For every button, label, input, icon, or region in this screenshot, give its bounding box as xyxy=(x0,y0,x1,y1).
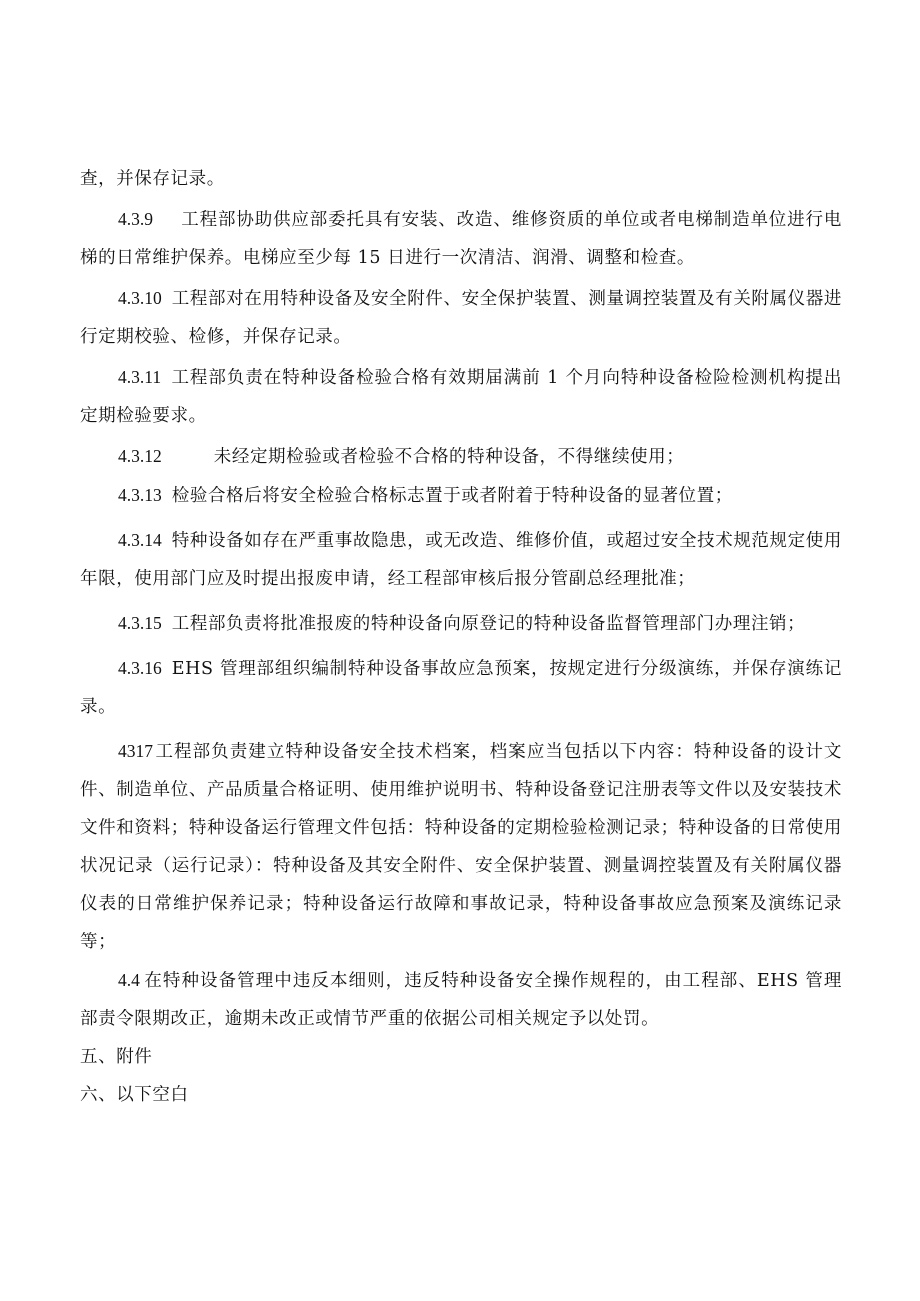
clause-number: 4.3.9 xyxy=(118,209,153,229)
clause-number: 4.3.12 xyxy=(118,446,162,466)
clause-4-3-11 xyxy=(80,358,842,435)
clause-text: 工程部负责建立特种设备安全技术档案，档案应当包括以下内容：特种设备的设计文件、制造单位、产品质量合格证明、使用维护说明书、特种设备登记注册表等文件以及安装技术文件和资料；特种设备运行管理文件包括：特种设备的定期检验检测记录；特种设备的日常使用状况记录（运行记录）：特种设备及其安全附件、安全保护装置、测量调控装置及有关附属仪器仪表的日常维护保养记录；特种设备运行故障和事故记录，特种设备事故应急预案及演练记录等； xyxy=(80,742,842,952)
clause-number: 4317 xyxy=(118,741,153,761)
clause-4-3-15 xyxy=(80,604,842,643)
document-body xyxy=(80,160,842,1114)
clause-4-3-10 xyxy=(80,279,842,356)
clause-number: 4.3.15 xyxy=(118,613,162,633)
clause-4-3-17 xyxy=(80,732,842,961)
clause-text: 工程部负责在特种设备检验合格有效期届满前 1 个月向特种设备检险检测机构提出定期检验要求。 xyxy=(80,368,842,426)
clause-4-3-14 xyxy=(80,521,842,598)
clause-4-3-12 xyxy=(80,437,842,476)
clause-number: 4.3.14 xyxy=(118,530,162,550)
clause-4-3-16 xyxy=(80,649,842,726)
section-heading-blank: 六、以下空白 xyxy=(80,1085,189,1105)
clause-text: 在特种设备管理中违反本细则，违反特种设备安全操作规程的，由工程部、EHS 管理部责令限期改正，逾期未改正或情节严重的依据公司相关规定予以处罚。 xyxy=(80,971,842,1029)
clause-text: 特种设备如存在严重事故隐患，或无改造、维修价值，或超过安全技术规范规定使用年限，使用部门应及时提出报废申请，经工程部审核后报分管副总经理批准； xyxy=(80,531,842,589)
clause-text: 未经定期检验或者检验不合格的特种设备，不得继续使用； xyxy=(213,447,685,467)
clause-text: 工程部协助供应部委托具有安装、改造、维修资质的单位或者电梯制造单位进行电梯的日常维护保养。电梯应至少每 15 日进行一次清洁、润滑、调整和检查。 xyxy=(80,210,842,268)
clause-number: 4.3.10 xyxy=(118,288,162,308)
clause-text: 检验合格后将安全检验合格标志置于或者附着于特种设备的显著位置； xyxy=(171,486,733,506)
clause-text: 工程部负责将批准报废的特种设备向原登记的特种设备监督管理部门办理注销； xyxy=(171,614,806,634)
clause-text: EHS 管理部组织编制特种设备事故应急预案，按规定进行分级演练，并保存演练记录。 xyxy=(80,659,842,717)
clause-number: 4.3.13 xyxy=(118,485,162,505)
clause-number: 4.4 xyxy=(118,970,140,990)
paragraph-text: 查，并保存记录。 xyxy=(80,169,225,189)
clause-number: 4.3.11 xyxy=(118,367,162,387)
section-heading-attachments: 五、附件 xyxy=(80,1047,153,1067)
clause-text: 工程部对在用特种设备及安全附件、安全保护装置、测量调控装置及有关附属仪器进行定期校验、检修，并保存记录。 xyxy=(80,289,842,347)
clause-4-3-13 xyxy=(80,476,842,515)
clause-number: 4.3.16 xyxy=(118,658,162,678)
paragraph-continuation xyxy=(80,160,842,198)
clause-4-4 xyxy=(80,961,842,1038)
clause-4-3-9 xyxy=(80,200,842,277)
